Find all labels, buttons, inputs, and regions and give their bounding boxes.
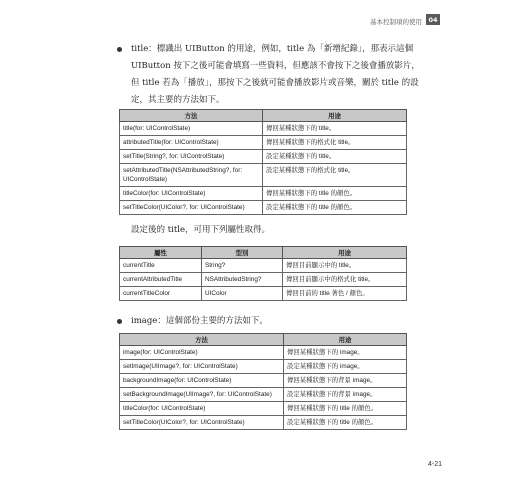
table-row <box>120 122 407 136</box>
type-cell: String? <box>202 259 283 273</box>
purpose-cell: 設定某種狀態下的背景 image。 <box>284 388 407 402</box>
table-row <box>120 388 407 402</box>
bullet-icon <box>117 319 122 324</box>
method-cell: title(for: UIControlState) <box>120 122 263 136</box>
purpose-cell: 設定某種狀態下的 title 的顏色。 <box>284 416 407 430</box>
table-row <box>120 287 407 301</box>
column-header: 用途 <box>284 334 407 346</box>
method-cell: setAttributedTitle(NSAttributedString?, for: UIControlState) <box>120 164 263 187</box>
table-header-row <box>120 110 407 122</box>
purpose-cell: 傳回目前顯示中的格式化 title。 <box>283 273 407 287</box>
page-number: 4-21 <box>427 461 442 468</box>
table-row <box>120 346 407 360</box>
image-description: image：這個部份主要的方法如下。 <box>131 316 268 326</box>
title-properties-table <box>119 246 407 301</box>
table-row <box>120 273 407 287</box>
purpose-cell: 傳回目前顯示中的 title。 <box>283 259 407 273</box>
table-header-row <box>120 247 407 259</box>
method-cell: image(for: UIControlState) <box>120 346 284 360</box>
method-cell: setTitleColor(UIColor?, for: UIControlState) <box>120 416 284 430</box>
purpose-cell: 傳回某種狀態下的 title 的顏色。 <box>263 187 407 201</box>
table-row <box>120 374 407 388</box>
table-header-row <box>120 334 407 346</box>
column-header: 型別 <box>202 247 283 259</box>
purpose-cell: 設定某種狀態下的 title。 <box>263 150 407 164</box>
method-cell: backgroundImage(for: UIControlState) <box>120 374 284 388</box>
method-cell: attributedTitle(for: UIControlState) <box>120 136 263 150</box>
purpose-cell: 設定某種狀態下的 title 的顏色。 <box>263 201 407 215</box>
property-intro: 設定後的 title，可用下列屬性取得。 <box>131 225 271 235</box>
table-row <box>120 164 407 187</box>
table-row <box>120 201 407 215</box>
table-row <box>120 150 407 164</box>
table-row <box>120 416 407 430</box>
purpose-cell: 傳回某種狀態下的 image。 <box>284 346 407 360</box>
table-row <box>120 360 407 374</box>
type-cell: NSAttributedString? <box>202 273 283 287</box>
column-header: 屬性 <box>120 247 202 259</box>
property-cell: currentTitleColor <box>120 287 202 301</box>
method-cell: setTitleColor(UIColor?, for: UIControlState) <box>120 201 263 215</box>
text-line: 但 title 若為「播放」，那按下之後就可能會播放影片或音樂，關於 title 的設 <box>131 78 419 88</box>
method-cell: setTitle(String?, for: UIControlState) <box>120 150 263 164</box>
table-row <box>120 402 407 416</box>
method-cell: titleColor(for: UIControlState) <box>120 402 284 416</box>
purpose-cell: 傳回某種狀態下的格式化 title。 <box>263 136 407 150</box>
bullet-icon <box>117 47 122 52</box>
column-header: 用途 <box>263 110 407 122</box>
purpose-cell: 傳回某種狀態下的背景 image。 <box>284 374 407 388</box>
column-header: 方法 <box>120 334 284 346</box>
chapter-number-badge: 04 <box>426 14 440 25</box>
title-methods-table <box>119 109 407 215</box>
property-cell: currentAttributedTitle <box>120 273 202 287</box>
text-line: UIButton 按下之後可能會填寫一些資料，但應該不會按下之後會播放影片， <box>131 61 420 71</box>
type-cell: UIColor <box>202 287 283 301</box>
method-cell: setImage(UIImage?, for: UIControlState) <box>120 360 284 374</box>
table-row <box>120 187 407 201</box>
purpose-cell: 傳回某種狀態下的 title 的顏色。 <box>284 402 407 416</box>
purpose-cell: 設定某種狀態下的 image。 <box>284 360 407 374</box>
image-methods-table <box>119 333 407 430</box>
chapter-title: 基本控制項的使用 <box>370 18 422 26</box>
text-line: title：標識出 UIButton 的用途，例如，title 為「新增紀錄」，那表示這個 <box>131 44 414 54</box>
column-header: 用途 <box>283 247 407 259</box>
text-line: 定，其主要的方法如下。 <box>131 95 225 105</box>
purpose-cell: 傳回某種狀態下的 title。 <box>263 122 407 136</box>
purpose-cell: 傳回目前的 title 著色 / 顏色。 <box>283 287 407 301</box>
purpose-cell: 設定某種狀態下的格式化 title。 <box>263 164 407 187</box>
title-description <box>131 41 420 109</box>
column-header: 方法 <box>120 110 263 122</box>
method-cell: titleColor(for: UIControlState) <box>120 187 263 201</box>
method-cell: setBackgroundImage(UIImage?, for: UIControlState) <box>120 388 284 402</box>
table-row <box>120 259 407 273</box>
table-row <box>120 136 407 150</box>
property-cell: currentTitle <box>120 259 202 273</box>
